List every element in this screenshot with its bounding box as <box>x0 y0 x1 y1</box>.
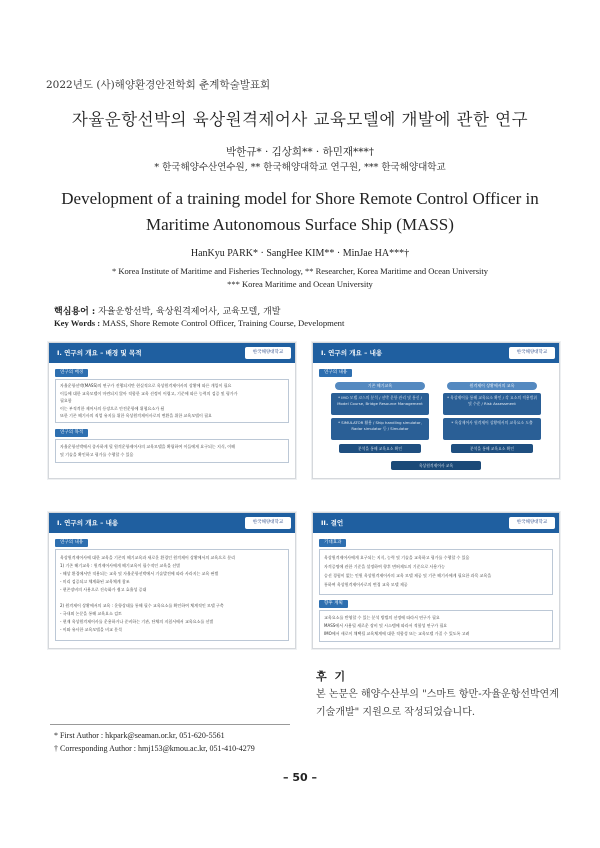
keywords-english <box>54 318 344 328</box>
afterword-text: 본 논문은 해양수산부의 "스마트 항만-자율운항선박연계 기술개발" 지원으로 작성되었습니다. <box>316 689 559 718</box>
slide-background-purpose <box>48 342 296 479</box>
list-item <box>60 594 235 602</box>
footnote-first-author: * First Author : hkpark@seaman.or.kr, 051-620-5561 <box>54 731 225 740</box>
slide-header: I. 연구의 개요 – 내용 <box>313 343 559 363</box>
purpose-bullets <box>60 443 235 458</box>
list-item: 육상원격제어사에 대한 교육을 기존의 해기교육과 새로운 환경인 원격제어 상황에서의 교육으로 분리 <box>60 555 236 560</box>
list-item: - 현재 육상원격제어사를 운용하거나 준비하는 기관, 단체의 지침서에서 교육요소를 선별 <box>60 619 214 624</box>
university-logo: 한국해양대학교 <box>245 517 291 529</box>
section-label-content: 연구의 내용 <box>55 539 88 547</box>
list-item: 2) 원격제어 상황에서의 교육 : 운항상태를 통해 필수 교육요소를 확인하여 체계적인 모델 구축 <box>60 603 224 608</box>
slide-header: I. 연구의 개요 – 배경 및 목적 <box>49 343 295 363</box>
list-item: 자율운항선박(MASS)의 연구가 진행되지만 현실적으로 육상원격제어사의 상황에 따른 개입이 필요 <box>60 383 232 388</box>
list-item: 1) 기존 해기교육 : 원격제어사에게 해기교육이 필수적인 교육을 선별 <box>60 563 180 568</box>
list-item: 승선 경험이 없는 인원 육상원격제어사의 교육 모델 제공 및 기존 해기사에게 필요한 과목 교육을 <box>324 573 492 578</box>
affiliations-english-1: * Korea Institute of Maritime and Fisheries Technology, ** Researcher, Korea Maritime and Ocean University <box>111 266 489 276</box>
affiliations-english-2: *** Korea Maritime and Ocean University <box>227 279 373 289</box>
keywords-english-text: MASS, Shore Remote Control Officer, Training Course, Development <box>102 318 345 328</box>
list-item: - 현존장비의 사용으로 진속화가 쉽고 효율성 증대 <box>60 587 147 592</box>
paper-title-english <box>40 186 560 238</box>
footnote-corresponding-author: † Corresponding Author : hmj153@kmou.ac.kr, 051-410-4279 <box>54 744 255 753</box>
list-item: 교육요소를 반영할 수 있는 분석 방법의 선정에 따라서 연구가 필요 <box>324 615 440 620</box>
content-bullets <box>60 554 235 634</box>
diagram-left-heading: 기존 해기교육 <box>335 382 425 390</box>
page-number: – 50 – <box>283 771 317 784</box>
list-item: 이들에 대한 교육모델이 마련되지 않아 적합한 교육 선정이 어렵고, 기준에 따른 능력의 검증 및 평가가 <box>60 390 238 396</box>
slide-header: II. 결언 <box>313 513 559 533</box>
future-plans-bullets <box>324 614 469 638</box>
title-line-2: Maritime Autonomous Surface Ship (MASS) <box>146 215 454 234</box>
diagram-left-box-2: * SIMULATOR 활용 / Ship handling simulator, Radar simulator 등 / Simulator <box>331 418 429 440</box>
background-bullets <box>60 382 238 420</box>
slide-content-text <box>48 512 296 649</box>
authors-english: HanKyu PARK* · SangHee KIM** · MinJae HA***† <box>190 248 410 259</box>
background-box <box>55 379 289 423</box>
list-item: MASS에서 사용될 새로운 장비 및 시스템에 따라서 적합성 연구가 필요 <box>324 623 448 628</box>
title-line-1: Development of a training model for Shore Remote Control Officer in <box>61 189 539 208</box>
list-item: 이는 부적격한 제어사의 등장으로 안전운항에 위협요소가 됨 <box>60 405 165 411</box>
section-label-expected-effects: 기대효과 <box>319 539 346 547</box>
university-logo: 한국해양대학교 <box>509 347 555 359</box>
list-item: 또한 기존 해기사의 직업 유지를 위한 육상원격제어사로의 변환을 위한 교육모델이 필요 <box>60 413 212 418</box>
future-plans-box <box>319 610 553 642</box>
conference-name: 2022년도 (사)해양환경안전학회 춘계학술발표회 <box>46 79 271 91</box>
keywords-korean <box>54 304 280 317</box>
affiliations-korean: * 한국해양수산연수원, ** 한국해양대학교 연구원, *** 한국해양대학교 <box>154 162 446 173</box>
content-box <box>55 549 289 641</box>
list-item: IMO에서 새로이 채택될 교육체계에 대한 적합성 또는 교육모델 가질 수 있도록 고려 <box>324 631 470 636</box>
keywords-english-label: Key Words : <box>54 318 101 328</box>
list-item: 자격증명에 관한 기준을 설정하여 향후 면허제도의 기준으로 사용가능 <box>324 564 445 569</box>
list-item: - 이와 유사한 교육모델을 비교 분석 <box>60 627 122 632</box>
list-item: - 해상 환경에서만 적용되는 교육 및 자율운항선박에서 기술발전에 따라 사라지는 교육 판별 <box>60 571 219 576</box>
slide-content-diagram <box>312 342 560 479</box>
authors-korean: 박한규* · 김상희** · 하민재***† <box>225 146 375 158</box>
section-label-future-plans: 향후 계획 <box>319 600 348 608</box>
afterword-heading: 후 기 <box>316 670 348 683</box>
purpose-box <box>55 439 289 463</box>
list-item: 및 기술을 확인하고 평가를 수행할 수 있음 <box>60 451 134 457</box>
slide-header: I. 연구의 개요 – 내용 <box>49 513 295 533</box>
diagram-right-box-2: * 육상제어사 원격제어 상황에서의 교육요소 도출 <box>443 418 541 440</box>
diagram-right-box-1: * 육상제어를 통해 교육요소 확인 / 각 요소의 적용범위 및 수준 / Risk Assessment <box>443 393 541 415</box>
expected-effects-bullets <box>324 553 491 589</box>
keywords-korean-text: 자율운항선박, 육상원격제어사, 교육모델, 개발 <box>98 307 281 317</box>
list-item: - 국내외 논문을 통해 교육요소 검토 <box>60 611 122 616</box>
diagram-right-heading: 원격제어 상황에서의 교육 <box>447 382 537 390</box>
diagram-right-button: 분석을 통해 교육요소 확인 <box>451 444 533 453</box>
paper-title-korean: 자율운항선박의 육상원격제어사 교육모델에 개발에 관한 연구 <box>71 110 529 129</box>
keywords-korean-label: 핵심용어 : <box>54 307 96 317</box>
list-item: 필요함 <box>60 398 72 403</box>
section-label-background: 연구의 배경 <box>55 369 88 377</box>
diagram-left-button: 분석을 통해 교육요소 확인 <box>339 444 421 453</box>
list-item: 육상원격제어사에게 요구되는 지식, 능력 및 기술을 교육하고 평가를 수행할 수 있음 <box>324 555 470 560</box>
university-logo: 한국해양대학교 <box>509 517 555 529</box>
list-item: 자율운항선박에서 종사하게 될 원격운항제어사의 교육모델을 확립하여 이들에게 요구되는 지식, 이해 <box>60 444 236 449</box>
footnote-divider <box>50 724 290 725</box>
expected-effects-box <box>319 549 553 595</box>
list-item: - 미리 검증되고 체계화된 교육체계 참조 <box>60 579 130 584</box>
university-logo: 한국해양대학교 <box>245 347 291 359</box>
slide-conclusion <box>312 512 560 649</box>
diagram-bottom-button: 육상원격제어사 교육 <box>391 461 481 470</box>
section-label-content: 연구의 내용 <box>319 369 352 377</box>
section-label-purpose: 연구의 목적 <box>55 429 88 437</box>
diagram-left-box-1: * IMO 모델 코스의 분석 / 선박 운항 관리 및 통신 / Model Course, Bridge Resource Management <box>331 393 429 415</box>
list-item: 통하여 육상원격제어사로의 변경 교육 모델 제공 <box>324 582 408 587</box>
